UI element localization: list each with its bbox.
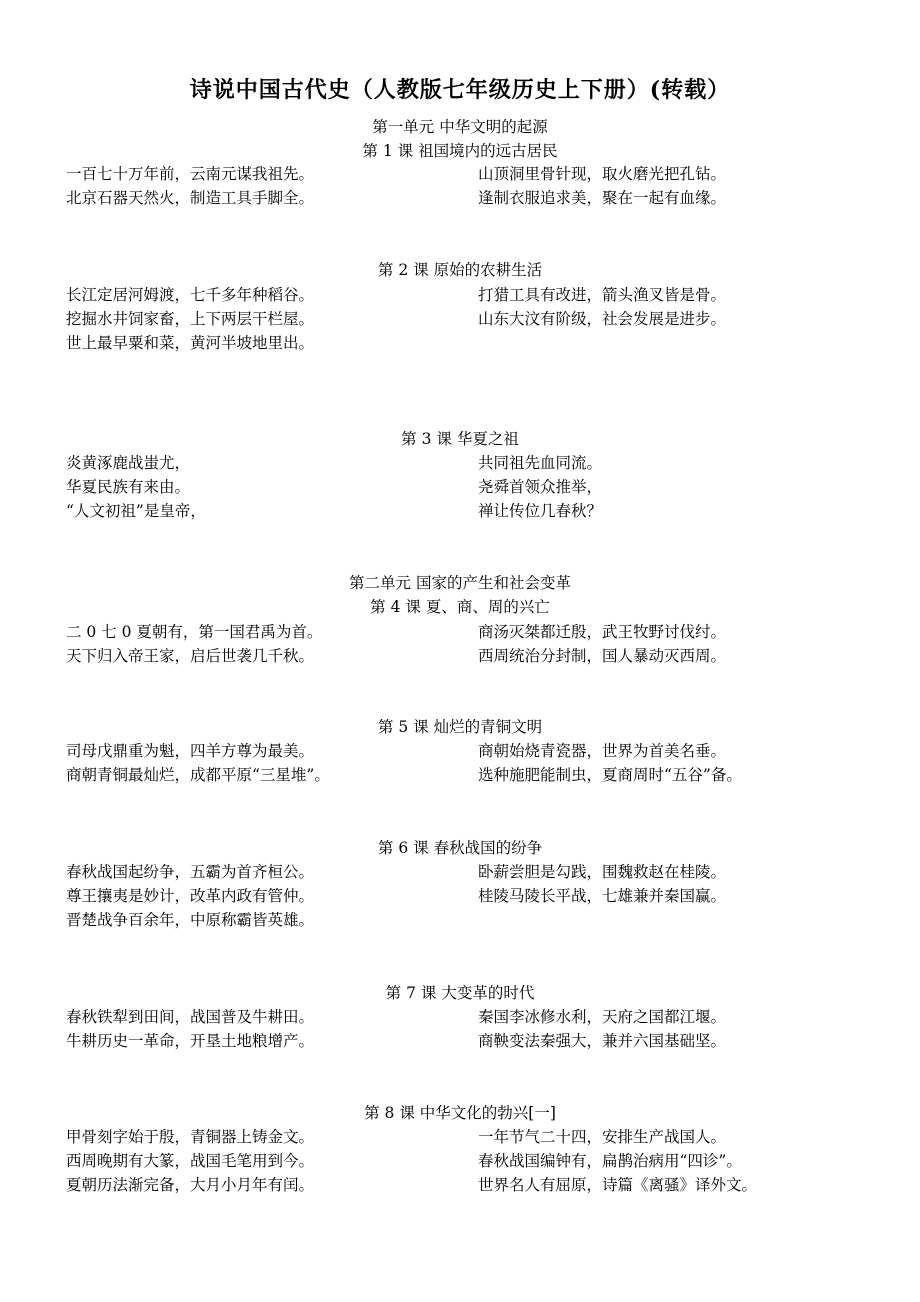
lesson2-heading: 第 2 课 原始的农耕生活 [377, 261, 543, 279]
lesson3-left-line-2: 华夏民族有来由。 [66, 478, 191, 496]
lesson5-heading: 第 5 课 灿烂的青铜文明 [377, 718, 543, 736]
lesson2-left-line-1: 长江定居河姆渡，七千多年种稻谷。 [66, 286, 315, 304]
lesson7-right-line-1: 秦国李冰修水利，天府之国都江堰。 [478, 1008, 727, 1026]
lesson6-right-line-1: 卧薪尝胆是勾践，围魏救赵在桂陵。 [478, 863, 727, 881]
lesson7-left-line-2: 牛耕历史一革命，开垦土地粮增产。 [66, 1032, 315, 1050]
lesson2-right-line-1: 打猎工具有改进，箭头渔叉皆是骨。 [478, 286, 727, 304]
lesson6-right-line-2: 桂陵马陵长平战，七雄兼并秦国赢。 [478, 887, 727, 905]
lesson7-left-line-1: 春秋铁犁到田间，战国普及牛耕田。 [66, 1008, 315, 1026]
lesson4-heading: 第 4 课 夏、商、周的兴亡 [370, 598, 550, 616]
lesson7-heading: 第 7 课 大变革的时代 [385, 984, 535, 1002]
lesson1-left-line-1: 一百七十万年前，云南元谋我祖先。 [66, 165, 315, 183]
lesson2-right-line-2: 山东大汶有阶级，社会发展是进步。 [478, 310, 727, 328]
lesson3-left-line-3: “人文初祖”是皇帝， [66, 502, 206, 520]
lesson2-left-line-3: 世上最早粟和菜，黄河半坡地里出。 [66, 334, 315, 352]
lesson8-left-line-1: 甲骨刻字始于殷，青铜器上铸金文。 [66, 1128, 315, 1146]
lesson3-right-line-3: 禅让传位几春秋？ [478, 502, 603, 520]
lesson1-right-line-2: 逢制衣服追求美，聚在一起有血缘。 [478, 189, 727, 207]
lesson6-left-line-1: 春秋战国起纷争，五霸为首齐桓公。 [66, 863, 315, 881]
lesson6-left-line-3: 晋楚战争百余年，中原称霸皆英雄。 [66, 911, 315, 929]
lesson6-left-line-2: 尊王攘夷是妙计，改革内政有管仲。 [66, 887, 315, 905]
lesson4-left-line-1: 二 0 七 0 夏朝有，第一国君禹为首。 [66, 623, 323, 641]
lesson6-heading: 第 6 课 春秋战国的纷争 [377, 839, 543, 857]
lesson5-right-line-2: 选种施肥能制虫，夏商周时“五谷”备。 [478, 766, 742, 784]
lesson8-heading: 第 8 课 中华文化的勃兴[一] [364, 1104, 556, 1122]
lesson8-right-line-1: 一年节气二十四，安排生产战国人。 [478, 1128, 727, 1146]
lesson5-left-line-1: 司母戊鼎重为魁，四羊方尊为最美。 [66, 742, 315, 760]
lesson8-left-line-2: 西周晚期有大篆，战国毛笔用到今。 [66, 1152, 315, 1170]
lesson3-right-line-1: 共同祖先血同流。 [478, 454, 603, 472]
lesson7-right-line-2: 商鞅变法秦强大，兼并六国基础坚。 [478, 1032, 727, 1050]
lesson4-right-line-1: 商汤灭桀都迁殷，武王牧野讨伐纣。 [478, 623, 727, 641]
document-title: 诗说中国古代史（人教版七年级历史上下册）(转载） [189, 77, 731, 103]
lesson3-right-line-2: 尧舜首领众推举， [478, 478, 603, 496]
lesson8-left-line-3: 夏朝历法渐完备，大月小月年有闰。 [66, 1176, 315, 1194]
lesson5-right-line-1: 商朝始烧青瓷器，世界为首美名垂。 [478, 742, 727, 760]
lesson1-left-line-2: 北京石器天然火，制造工具手脚全。 [66, 189, 315, 207]
lesson8-right-line-2: 春秋战国编钟有，扁鹊治病用“四诊”。 [478, 1152, 742, 1170]
lesson4-right-line-2: 西周统治分封制，国人暴动灭西周。 [478, 647, 727, 665]
lesson2-left-line-2: 挖掘水井饲家畜，上下两层干栏屋。 [66, 310, 315, 328]
lesson3-heading: 第 3 课 华夏之祖 [401, 430, 519, 448]
lesson5-left-line-2: 商朝青铜最灿烂，成都平原“三星堆”。 [66, 766, 330, 784]
lesson1-right-line-1: 山顶洞里骨针现，取火磨光把孔钻。 [478, 165, 727, 183]
unit2-heading: 第二单元 国家的产生和社会变革 [349, 574, 571, 592]
lesson3-left-line-1: 炎黄涿鹿战蚩尤， [66, 454, 191, 472]
lesson4-left-line-2: 天下归入帝王家，启后世袭几千秋。 [66, 647, 315, 665]
lesson1-heading: 第 1 课 祖国境内的远古居民 [362, 142, 558, 160]
lesson8-right-line-3: 世界名人有屈原，诗篇《离骚》译外文。 [478, 1176, 758, 1194]
unit1-heading: 第一单元 中华文明的起源 [372, 118, 548, 136]
